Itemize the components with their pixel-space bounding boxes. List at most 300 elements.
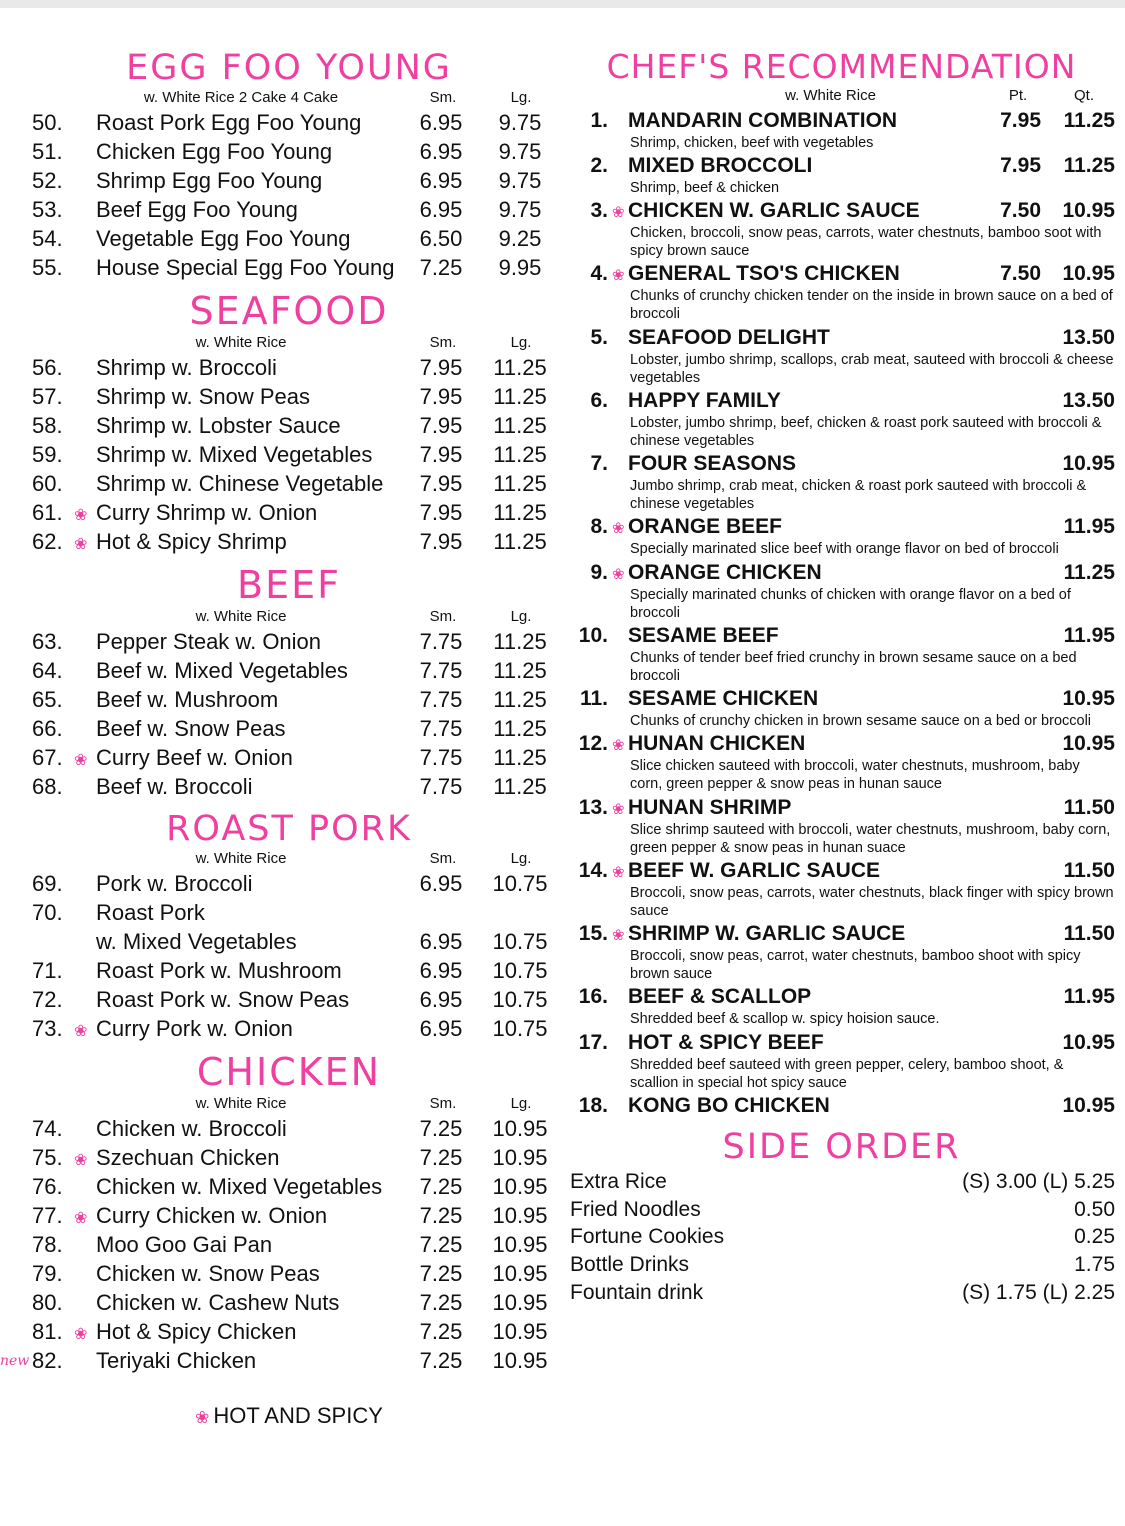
col-header-large: Lg. bbox=[510, 333, 532, 351]
chef-item-line bbox=[568, 984, 1115, 1010]
chef-item bbox=[568, 198, 1115, 260]
item-price-large: 10.75 bbox=[492, 957, 548, 983]
chef-item-description: Shrimp, chicken, beef with vegetables bbox=[630, 134, 874, 151]
item-name: Chicken w. Mixed Vegetables bbox=[96, 1174, 383, 1200]
item-price-large: 10.95 bbox=[492, 1115, 548, 1141]
col-header-small: Sm. bbox=[429, 607, 457, 625]
item-price-large: 10.75 bbox=[492, 987, 548, 1012]
chef-item-number: 9. bbox=[590, 560, 608, 584]
item-name: Shrimp w. Chinese Vegetable bbox=[96, 470, 384, 496]
section-title: CHICKEN bbox=[196, 1050, 382, 1095]
item-number: 78. bbox=[32, 1232, 63, 1258]
col-header-large: Lg. bbox=[510, 607, 532, 625]
chef-price-quart: 11.50 bbox=[1063, 922, 1115, 946]
chef-item-description: Specially marinated slice beef with orange flavor on bed of broccoli bbox=[630, 541, 1059, 558]
chef-item bbox=[568, 623, 1115, 685]
pepper-icon: ❀ bbox=[612, 863, 625, 881]
chef-item-number: 10. bbox=[578, 623, 608, 647]
side-order-price: 0.25 bbox=[1074, 1225, 1115, 1249]
item-name: Pork w. Broccoli bbox=[96, 870, 253, 896]
chef-item-line bbox=[568, 261, 1115, 287]
chef-item-description: Jumbo shrimp, crab meat, chicken & roast pork sauteed with broccoli & chinese vegetables bbox=[630, 478, 1087, 513]
chef-col-pt: Pt. bbox=[1008, 86, 1028, 104]
side-order-price: 0.50 bbox=[1074, 1197, 1115, 1221]
menu-item-row bbox=[18, 714, 560, 743]
item-price-small: 7.95 bbox=[419, 470, 463, 496]
chefs-recommendation-subhead bbox=[568, 87, 1115, 104]
item-name: Roast Pork bbox=[96, 899, 205, 925]
chef-price-quart: 10.95 bbox=[1062, 687, 1115, 711]
chef-item-name: SEAFOOD DELIGHT bbox=[628, 325, 830, 349]
chef-item-name: GENERAL TSO'S CHICKEN bbox=[628, 262, 900, 286]
item-name: Hot & Spicy Chicken bbox=[96, 1319, 297, 1345]
chef-item bbox=[568, 795, 1115, 857]
menu-item-row bbox=[18, 1014, 560, 1043]
item-name: Roast Pork Egg Foo Young bbox=[96, 109, 362, 135]
chef-price-quart: 13.50 bbox=[1062, 388, 1115, 412]
item-price-large: 9.95 bbox=[498, 254, 542, 280]
item-price-large: 10.95 bbox=[492, 1144, 548, 1170]
item-name: Chicken w. Broccoli bbox=[96, 1115, 287, 1141]
side-order-title: SIDE ORDER bbox=[722, 1126, 961, 1167]
chef-price-pint: 7.95 bbox=[1000, 153, 1041, 177]
chef-item-number: 1. bbox=[590, 108, 608, 132]
item-price-small: 7.25 bbox=[419, 1203, 463, 1229]
menu-item-row bbox=[18, 166, 560, 195]
chef-price-pint: 7.95 bbox=[1000, 108, 1041, 132]
chef-item-name: MIXED BROCCOLI bbox=[628, 153, 813, 177]
item-price-small: 7.25 bbox=[419, 1232, 463, 1258]
side-order-row bbox=[568, 1279, 1115, 1307]
menu-item-row bbox=[18, 108, 560, 137]
item-number: 57. bbox=[32, 383, 63, 409]
item-number: 66. bbox=[32, 716, 63, 742]
section-subhead bbox=[18, 334, 560, 351]
chef-item-name: FOUR SEASONS bbox=[628, 452, 797, 476]
item-name: Shrimp Egg Foo Young bbox=[96, 167, 323, 193]
item-price-large: 11.25 bbox=[493, 774, 547, 800]
menu-item-row bbox=[18, 1172, 560, 1201]
item-name: Curry Shrimp w. Onion bbox=[96, 499, 318, 525]
side-order-name: Bottle Drinks bbox=[570, 1253, 690, 1277]
menu-item-row bbox=[0, 1346, 560, 1375]
chef-item-number: 13. bbox=[578, 795, 608, 819]
item-number: 50. bbox=[32, 109, 63, 135]
chef-price-quart: 10.95 bbox=[1062, 262, 1115, 286]
side-order-name: Fried Noodles bbox=[570, 1197, 701, 1221]
item-name: House Special Egg Foo Young bbox=[96, 254, 395, 280]
chef-price-quart: 11.95 bbox=[1063, 515, 1115, 539]
menu-item-row bbox=[18, 1143, 560, 1172]
chef-item-line bbox=[568, 1030, 1115, 1056]
chef-item-description: Broccoli, snow peas, carrot, water chestnuts, bamboo shoot with spicy brown sauce bbox=[630, 948, 1081, 983]
pepper-icon: ❀ bbox=[74, 1151, 88, 1169]
item-number: 64. bbox=[32, 657, 63, 683]
item-name: w. Mixed Vegetables bbox=[96, 928, 297, 954]
item-name: Chicken w. Cashew Nuts bbox=[96, 1290, 340, 1316]
left-column bbox=[0, 40, 560, 1429]
pepper-icon: ❀ bbox=[74, 1023, 88, 1041]
chef-item-name: SHRIMP W. GARLIC SAUCE bbox=[628, 922, 906, 946]
item-price-small: 7.25 bbox=[419, 254, 463, 280]
chef-item-number: 12. bbox=[578, 732, 608, 756]
chef-price-quart: 11.95 bbox=[1063, 623, 1115, 647]
item-price-large: 9.75 bbox=[498, 167, 542, 193]
chef-item bbox=[568, 451, 1115, 513]
item-name: Pepper Steak w. Onion bbox=[96, 628, 322, 654]
chef-item-number: 5. bbox=[590, 325, 608, 349]
chef-col-qt: Qt. bbox=[1073, 86, 1094, 104]
menu-item-row bbox=[18, 685, 560, 714]
menu-item-row bbox=[18, 956, 560, 985]
chef-price-pint: 7.50 bbox=[1000, 198, 1041, 222]
chef-item-name: ORANGE BEEF bbox=[628, 515, 783, 539]
item-name: Beef w. Broccoli bbox=[96, 774, 253, 800]
section-subhead bbox=[18, 1095, 560, 1112]
pepper-icon: ❀ bbox=[612, 520, 625, 538]
chef-item-description: Shredded beef sauteed with green pepper, celery, bamboo shoot, & scallion in special hot spicy sauce bbox=[630, 1056, 1064, 1091]
pepper-icon: ❀ bbox=[74, 506, 88, 524]
item-price-large: 11.25 bbox=[493, 499, 547, 525]
item-number: 81. bbox=[32, 1319, 63, 1345]
item-price-small: 7.95 bbox=[419, 412, 463, 438]
menu-item-row bbox=[18, 656, 560, 685]
item-price-small: 7.25 bbox=[419, 1261, 463, 1287]
item-number: 52. bbox=[32, 167, 63, 193]
item-name: Roast Pork w. Snow Peas bbox=[96, 987, 350, 1012]
chef-item-line bbox=[568, 795, 1115, 821]
chef-item-line bbox=[568, 921, 1115, 947]
side-order-name: Extra Rice bbox=[570, 1169, 667, 1193]
item-name: Hot & Spicy Shrimp bbox=[96, 529, 287, 555]
item-price-small: 7.75 bbox=[419, 687, 463, 712]
menu-item-row bbox=[18, 772, 560, 801]
chef-item-description: Lobster, jumbo shrimp, beef, chicken & roast pork sauteed with broccoli & chinese vegetables bbox=[630, 414, 1102, 449]
section-note: w. White Rice bbox=[195, 849, 287, 867]
item-price-large: 11.25 bbox=[493, 383, 547, 409]
item-price-small: 6.95 bbox=[419, 138, 463, 164]
chef-item-name: MANDARIN COMBINATION bbox=[628, 108, 898, 132]
side-order-price: (S) 1.75 (L) 2.25 bbox=[962, 1281, 1115, 1305]
item-price-small: 6.95 bbox=[419, 987, 463, 1012]
chef-item-number: 6. bbox=[590, 388, 608, 412]
pepper-icon: ❀ bbox=[74, 1326, 88, 1344]
item-price-small: 6.95 bbox=[419, 196, 463, 222]
pepper-icon: ❀ bbox=[74, 536, 88, 554]
item-price-large: 10.75 bbox=[492, 1016, 548, 1042]
item-number: 63. bbox=[32, 628, 63, 654]
item-price-large: 11.25 bbox=[493, 529, 547, 555]
chefs-recommendation-title: CHEF'S RECOMMENDATION bbox=[606, 47, 1077, 86]
chef-item-description: Chunks of crunchy chicken tender on the inside in brown sauce on a bed of broccoli bbox=[630, 288, 1113, 323]
section-note: w. White Rice bbox=[195, 1094, 287, 1112]
item-number: 54. bbox=[32, 225, 63, 251]
side-order-row bbox=[568, 1251, 1115, 1279]
chef-item-line bbox=[568, 514, 1115, 540]
section-title: ROAST PORK bbox=[166, 809, 412, 850]
chef-item-name: SESAME CHICKEN bbox=[628, 687, 819, 711]
section-subhead bbox=[18, 608, 560, 625]
new-badge: new bbox=[0, 1353, 30, 1370]
item-name: Roast Pork w. Mushroom bbox=[96, 957, 342, 983]
chef-item-line bbox=[568, 858, 1115, 884]
item-number: 82. bbox=[32, 1348, 63, 1374]
side-order-name: Fountain drink bbox=[570, 1281, 704, 1305]
menu-item-row bbox=[18, 253, 560, 282]
pepper-icon: ❀ bbox=[74, 1210, 88, 1228]
col-header-large: Lg. bbox=[510, 1094, 532, 1112]
item-number: 60. bbox=[32, 470, 63, 496]
item-name: Vegetable Egg Foo Young bbox=[96, 225, 351, 251]
chef-price-pint: 7.50 bbox=[1000, 262, 1041, 286]
chef-item-number: 11. bbox=[579, 687, 608, 711]
item-name: Beef w. Snow Peas bbox=[96, 716, 286, 742]
item-price-small: 7.25 bbox=[419, 1348, 463, 1374]
item-price-large: 10.95 bbox=[492, 1348, 548, 1374]
item-number: 69. bbox=[32, 870, 63, 896]
item-name: Shrimp w. Lobster Sauce bbox=[96, 412, 341, 438]
chef-price-quart: 11.25 bbox=[1063, 560, 1115, 584]
menu-item-row bbox=[18, 440, 560, 469]
chef-item-line bbox=[568, 388, 1115, 414]
chef-item-description: Slice chicken sauteed with broccoli, water chestnuts, mushroom, baby corn, green pepper & snow peas in hunan sauce bbox=[630, 758, 1080, 793]
item-number: 56. bbox=[32, 354, 63, 380]
chef-item-name: ORANGE CHICKEN bbox=[628, 560, 822, 584]
section-note: w. White Rice bbox=[195, 607, 287, 625]
item-number: 61. bbox=[32, 499, 63, 525]
item-price-large: 11.25 bbox=[493, 628, 547, 654]
pepper-icon: ❀ bbox=[74, 752, 88, 770]
menu-item-row bbox=[18, 527, 560, 556]
chef-note: w. White Rice bbox=[785, 86, 876, 104]
chef-item bbox=[568, 514, 1115, 558]
item-price-small: 6.95 bbox=[419, 109, 463, 135]
chef-item-description: Lobster, jumbo shrimp, scallops, crab meat, sauteed with broccoli & cheese vegetables bbox=[630, 351, 1114, 386]
side-order-name: Fortune Cookies bbox=[570, 1225, 725, 1249]
item-name: Shrimp w. Mixed Vegetables bbox=[96, 441, 373, 467]
item-price-large: 9.75 bbox=[498, 138, 542, 164]
side-order-row bbox=[568, 1223, 1115, 1251]
item-price-large: 10.95 bbox=[492, 1319, 548, 1345]
item-price-large: 9.25 bbox=[498, 225, 542, 251]
chef-price-quart: 13.50 bbox=[1062, 325, 1115, 349]
chef-item bbox=[568, 858, 1115, 920]
item-price-large: 11.25 bbox=[493, 441, 547, 467]
item-price-large: 11.25 bbox=[493, 412, 547, 438]
chef-price-quart: 11.25 bbox=[1063, 153, 1115, 177]
section-subhead bbox=[18, 850, 560, 867]
item-price-large: 10.75 bbox=[492, 870, 548, 896]
chef-item-description: Specially marinated chunks of chicken with orange flavor on a bed of broccoli bbox=[630, 586, 1071, 621]
item-price-large: 11.25 bbox=[493, 470, 547, 496]
menu-item-row bbox=[18, 869, 560, 898]
chef-item bbox=[568, 921, 1115, 983]
chef-item bbox=[568, 1030, 1115, 1092]
chef-item bbox=[568, 388, 1115, 450]
item-price-small: 7.75 bbox=[419, 657, 463, 683]
item-price-large: 10.95 bbox=[492, 1203, 548, 1229]
chef-item-description: Slice shrimp sauteed with broccoli, water chestnuts, mushroom, baby corn, green pepper & snow peas in hunan suace bbox=[630, 821, 1111, 856]
item-price-small: 7.25 bbox=[419, 1290, 463, 1316]
chef-price-quart: 11.25 bbox=[1063, 108, 1115, 132]
chef-item bbox=[568, 153, 1115, 197]
chef-item-number: 15. bbox=[578, 922, 608, 946]
item-price-large: 9.75 bbox=[498, 109, 542, 135]
menu-item-row bbox=[18, 353, 560, 382]
chef-item-name: BEEF W. GARLIC SAUCE bbox=[628, 858, 881, 882]
pepper-icon: ❀ bbox=[612, 267, 625, 285]
menu-item-row bbox=[18, 927, 560, 956]
item-name: Beef w. Mixed Vegetables bbox=[96, 657, 348, 683]
section-title: EGG FOO YOUNG bbox=[126, 48, 452, 88]
chef-item-number: 18. bbox=[578, 1093, 608, 1117]
item-price-large: 10.95 bbox=[492, 1232, 548, 1258]
item-name: Curry Chicken w. Onion bbox=[96, 1203, 328, 1229]
chef-item-name: SESAME BEEF bbox=[628, 623, 779, 647]
item-number: 55. bbox=[32, 254, 63, 280]
item-price-small: 7.95 bbox=[419, 354, 463, 380]
menu-item-row bbox=[18, 224, 560, 253]
chef-price-quart: 10.95 bbox=[1062, 198, 1115, 222]
menu-item-row bbox=[18, 1259, 560, 1288]
item-price-small: 6.95 bbox=[419, 928, 463, 954]
col-header-small: Sm. bbox=[429, 88, 457, 106]
col-header-large: Lg. bbox=[510, 88, 532, 106]
chef-item-number: 17. bbox=[578, 1030, 608, 1054]
section-note: w. White Rice bbox=[195, 333, 287, 351]
item-number: 71. bbox=[32, 957, 63, 983]
item-price-small: 7.95 bbox=[419, 441, 463, 467]
chef-item-line bbox=[568, 731, 1115, 757]
pepper-icon: ❀ bbox=[612, 927, 625, 945]
chef-item-description: Broccoli, snow peas, carrots, water chestnuts, black finger with spicy brown sauce bbox=[630, 884, 1114, 919]
section-note: w. White Rice 2 Cake 4 Cake bbox=[143, 88, 339, 106]
chef-item-line bbox=[568, 623, 1115, 649]
chef-item-line bbox=[568, 325, 1115, 351]
menu-item-row bbox=[18, 1230, 560, 1259]
chef-item-number: 7. bbox=[590, 452, 608, 476]
item-price-large: 10.95 bbox=[492, 1174, 548, 1200]
side-order-price: (S) 3.00 (L) 5.25 bbox=[962, 1169, 1115, 1193]
item-price-small: 6.95 bbox=[419, 957, 463, 983]
menu-item-row bbox=[18, 411, 560, 440]
item-price-small: 7.25 bbox=[419, 1115, 463, 1141]
chef-item bbox=[568, 686, 1115, 730]
item-name: Shrimp w. Broccoli bbox=[96, 354, 277, 380]
menu-item-row bbox=[18, 898, 560, 927]
chef-item-description: Chunks of crunchy chicken in brown sesame sauce on a bed or broccoli bbox=[630, 713, 1092, 730]
chef-item bbox=[568, 261, 1115, 323]
item-number: 74. bbox=[32, 1115, 63, 1141]
item-number: 80. bbox=[32, 1290, 63, 1316]
chef-item-line bbox=[568, 560, 1115, 586]
item-price-large: 11.25 bbox=[493, 657, 547, 683]
item-price-large: 10.95 bbox=[492, 1290, 548, 1316]
chef-item-number: 14. bbox=[578, 858, 608, 882]
item-name: Chicken Egg Foo Young bbox=[96, 138, 333, 164]
chef-item-description: Chicken, broccoli, snow peas, carrots, water chestnuts, bamboo soot with spicy brown sauce bbox=[630, 224, 1102, 260]
pepper-icon: ❀ bbox=[612, 565, 625, 583]
section-title: BEEF bbox=[237, 563, 341, 608]
menu-item-row bbox=[18, 1201, 560, 1230]
chef-item-description: Shrimp, beef & chicken bbox=[630, 179, 780, 196]
chef-item-description: Chunks of tender beef fried crunchy in brown sesame sauce on a bed broccoli bbox=[630, 649, 1077, 684]
chef-item bbox=[568, 108, 1115, 152]
chef-price-quart: 10.95 bbox=[1062, 732, 1115, 756]
menu-item-row bbox=[18, 137, 560, 166]
pepper-icon: ❀ bbox=[195, 1408, 210, 1428]
menu-item-row bbox=[18, 498, 560, 527]
item-name: Teriyaki Chicken bbox=[96, 1348, 257, 1374]
item-number: 62. bbox=[32, 529, 63, 555]
item-number: 73. bbox=[32, 1016, 63, 1042]
menu-item-row bbox=[18, 382, 560, 411]
item-number: 53. bbox=[32, 196, 63, 222]
chef-item-number: 2. bbox=[590, 153, 608, 177]
item-number: 67. bbox=[32, 745, 63, 771]
chef-item-number: 3. bbox=[590, 198, 608, 222]
menu-item-row bbox=[18, 743, 560, 772]
item-name: Szechuan Chicken bbox=[96, 1144, 280, 1170]
item-name: Chicken w. Snow Peas bbox=[96, 1261, 320, 1287]
menu-item-row bbox=[18, 469, 560, 498]
item-name: Moo Goo Gai Pan bbox=[96, 1232, 273, 1258]
menu-columns bbox=[0, 40, 1125, 1429]
item-price-small: 7.75 bbox=[419, 628, 463, 654]
col-header-small: Sm. bbox=[429, 1094, 457, 1112]
hot-and-spicy-label: HOT AND SPICY bbox=[213, 1403, 383, 1429]
chef-item-line bbox=[568, 686, 1115, 712]
menu-item-row bbox=[18, 1114, 560, 1143]
item-price-small: 6.50 bbox=[419, 225, 463, 251]
item-price-small: 7.95 bbox=[419, 529, 463, 555]
chef-item-line bbox=[568, 198, 1115, 224]
chef-price-quart: 11.50 bbox=[1063, 795, 1115, 819]
menu-item-row bbox=[18, 985, 560, 1014]
item-name: Curry Pork w. Onion bbox=[96, 1016, 293, 1042]
chef-item-number: 4. bbox=[590, 262, 608, 286]
item-name: Shrimp w. Snow Peas bbox=[96, 383, 310, 409]
chef-item bbox=[568, 560, 1115, 622]
chef-item-name: HUNAN SHRIMP bbox=[628, 795, 792, 819]
pepper-icon: ❀ bbox=[612, 800, 625, 818]
chef-item bbox=[568, 731, 1115, 793]
item-price-large: 11.25 bbox=[493, 745, 547, 771]
section-subhead bbox=[18, 89, 560, 106]
item-price-small: 7.95 bbox=[419, 499, 463, 525]
item-price-large: 11.25 bbox=[493, 716, 547, 742]
item-number: 77. bbox=[32, 1203, 63, 1229]
item-name: Beef w. Mushroom bbox=[96, 687, 279, 712]
item-number: 79. bbox=[32, 1261, 63, 1287]
chef-item-line bbox=[568, 108, 1115, 134]
item-price-small: 7.75 bbox=[419, 716, 463, 742]
chef-item-line bbox=[568, 153, 1115, 179]
item-price-large: 10.95 bbox=[492, 1261, 548, 1287]
item-price-small: 6.95 bbox=[419, 167, 463, 193]
chef-price-quart: 10.95 bbox=[1062, 1093, 1115, 1117]
hot-and-spicy-legend bbox=[18, 1403, 560, 1429]
chef-item-name: CHICKEN W. GARLIC SAUCE bbox=[628, 198, 920, 222]
item-price-small: 6.95 bbox=[419, 870, 463, 896]
item-number: 72. bbox=[32, 987, 63, 1012]
item-number: 68. bbox=[32, 774, 63, 800]
item-price-large: 11.25 bbox=[493, 687, 547, 712]
chef-item-name: HOT & SPICY BEEF bbox=[628, 1030, 824, 1054]
page-top-edge bbox=[0, 0, 1125, 8]
chef-item-description: Shredded beef & scallop w. spicy hoision sauce. bbox=[630, 1011, 940, 1028]
chef-item-number: 8. bbox=[590, 515, 608, 539]
